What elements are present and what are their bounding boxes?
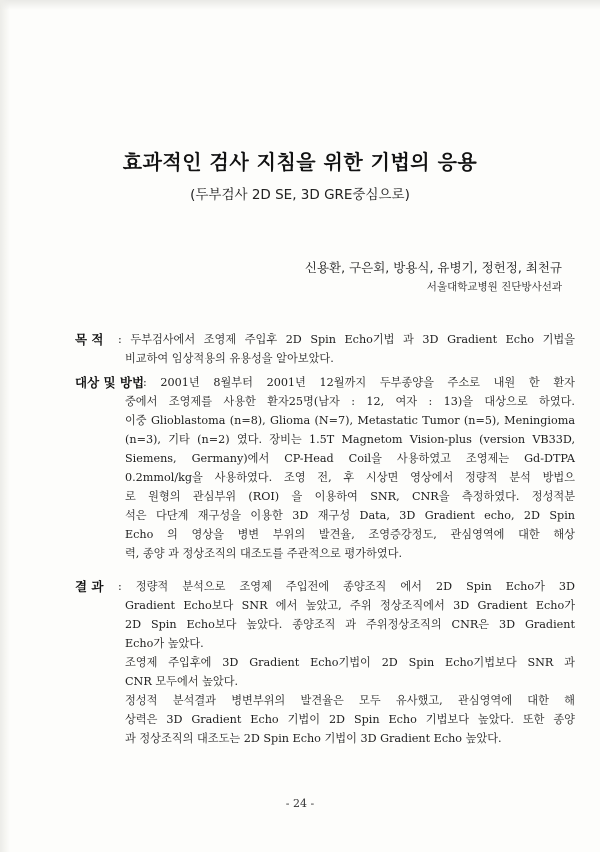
page-number: - 24 - (285, 797, 315, 810)
text-line: : 2001년 8월부터 2001년 12월까지 두부종양을 주소로 내원 한 환자 (143, 376, 575, 389)
author-list: 신용환, 구은회, 방용식, 유병기, 정헌정, 최천규 (304, 260, 562, 275)
text-line: 0.2mmol/kg을 사용하였다. 조영 전, 후 시상면 영상에서 정량적 분석 방법으 (125, 471, 575, 484)
text-line: Echo가 높았다. (125, 637, 204, 650)
text-line: 석은 다단계 재구성을 이용한 3D 재구성 Data, 3D Gradient echo, 2D Spin (125, 509, 575, 522)
text-line: : 정량적 분석으로 조영제 주입전에 종양조직 에서 2D Spin Echo가 3D (118, 580, 575, 593)
text-line: (n=3), 기타 (n=2) 였다. 장비는 1.5T Magnetom Vision-plus (version VB33D, (125, 433, 575, 446)
document-subtitle: (두부검사 2D SE, 3D GRE중심으로) (190, 187, 410, 203)
text-line: Gradient Echo보다 SNR 에서 높았고, 주위 정상조직에서 3D Gradient Echo가 (125, 599, 575, 612)
section-body-purpose (118, 330, 575, 368)
document-title: 효과적인 검사 지침을 위한 기법의 응용 (122, 150, 478, 174)
text-line: Siemens, Germany)에서 CP-Head Coil을 사용하였고 조영제는 Gd-DTPA (125, 452, 575, 465)
text-line: 중에서 조영제를 사용한 환자25명(남자 : 12, 여자 : 13)을 대상으로 하였다. (125, 395, 575, 408)
text-line: : 두부검사에서 조영제 주입후 2D Spin Echo기법 과 3D Gradient Echo 기법을 (118, 333, 575, 346)
section-results (75, 577, 575, 748)
section-label-results: 결 과 (75, 579, 104, 594)
text-line: 력, 종양 과 정상조직의 대조도를 주관적으로 평가하였다. (125, 547, 403, 560)
text-line: 정성적 분석결과 병변부위의 발견율은 모두 유사했고, 관심영역에 대한 해 (125, 694, 575, 707)
text-line: 과 정상조직의 대조도는 2D Spin Echo 기법이 3D Gradient Echo 높았다. (125, 732, 502, 745)
page-edge-left (0, 0, 10, 852)
section-label-purpose: 목 적 (75, 332, 104, 347)
section-purpose (75, 330, 575, 368)
text-line: CNR 모두에서 높았다. (125, 675, 239, 688)
section-body-methods-first (143, 373, 575, 392)
text-line: 상력은 3D Gradient Echo 기법이 2D Spin Echo 기법보다 높았다. 또한 종양 (125, 713, 575, 726)
section-methods (75, 373, 575, 563)
section-body-results (118, 577, 575, 748)
author-affiliation: 서울대학교병원 진단방사선과 (426, 281, 562, 293)
page-edge (0, 0, 600, 10)
text-line: 2D Spin Echo보다 높았다. 종양조직 과 주위정상조직의 CNR은 3D Gradient (125, 618, 575, 631)
text-line: Echo 의 영상을 병변 부위의 발견율, 조영증강정도, 관심영역에 대한 해상 (125, 528, 575, 541)
text-line: 로 원형의 관심부위 (ROI) 을 이용하여 SNR, CNR을 측정하였다. 정성적분 (125, 490, 575, 503)
text-line: 비교하여 임상적용의 유용성을 알아보았다. (125, 352, 334, 365)
text-line: 이중 Glioblastoma (n=8), Glioma (N=7), Metastatic Tumor (n=5), Meningioma (125, 414, 575, 427)
section-label-methods: 대상 및 방법 (75, 375, 145, 390)
section-body-methods (125, 392, 575, 563)
text-line: 조영제 주입후에 3D Gradient Echo기법이 2D Spin Echo기법보다 SNR 과 (125, 656, 575, 669)
